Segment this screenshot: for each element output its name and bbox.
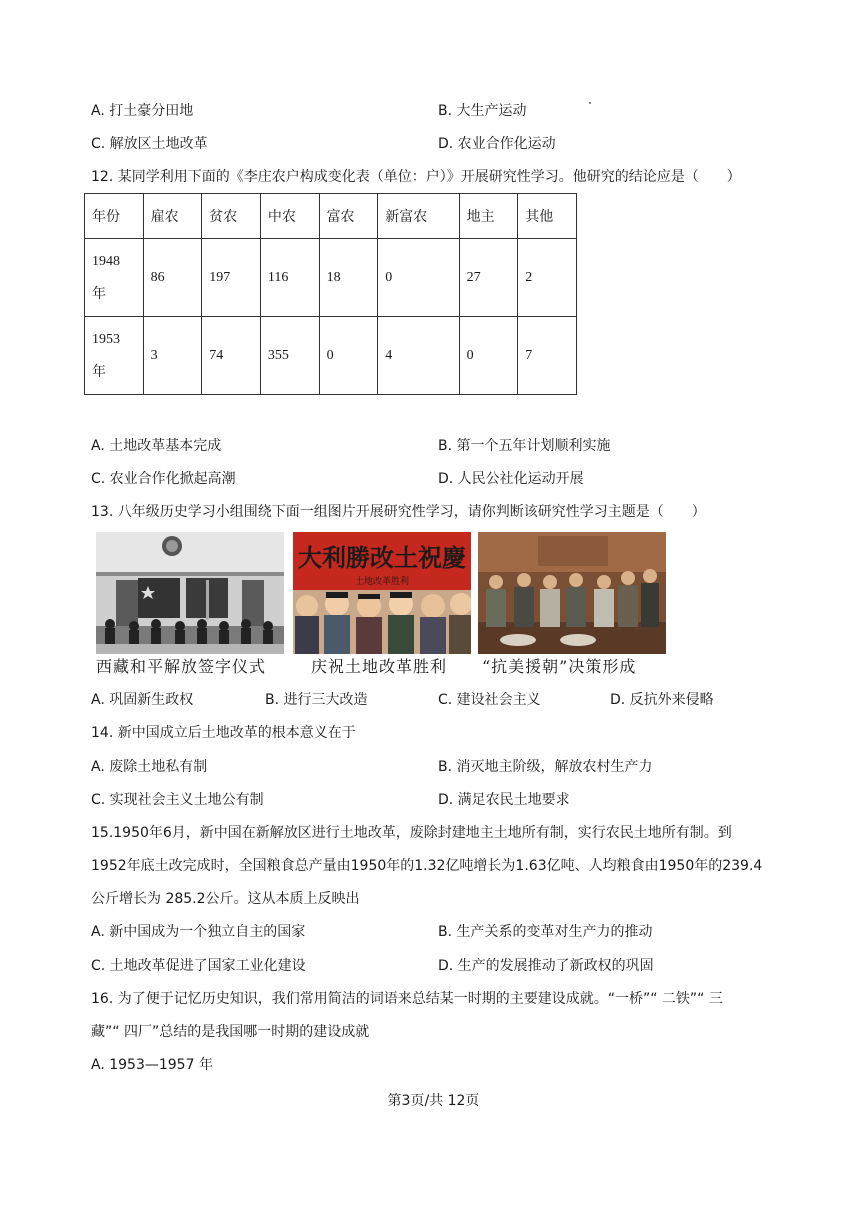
table-year-cell bbox=[85, 239, 144, 317]
year-number: 1948 bbox=[92, 253, 120, 269]
q13-stem: 13. 八年级历史学习小组围绕下面一组图片开展研究性学习，请你判断该研究性学习主题是（ ） bbox=[91, 504, 706, 520]
q13-option-d: D. 反抗外来侵略 bbox=[610, 692, 714, 708]
table-year-cell bbox=[85, 317, 144, 395]
table-cell: 0 bbox=[378, 239, 459, 317]
household-table bbox=[84, 193, 577, 395]
table-cell: 355 bbox=[260, 317, 319, 395]
table-cell: 0 bbox=[459, 317, 518, 395]
table-row bbox=[85, 239, 577, 317]
table-cell: 18 bbox=[319, 239, 378, 317]
table-header-cell: 贫农 bbox=[202, 194, 261, 239]
banner-text: 大利勝改土祝慶 bbox=[298, 543, 466, 572]
table-cell: 116 bbox=[260, 239, 319, 317]
q16-stem-line-2: 藏”“ 四厂”总结的是我国哪一时期的建设成就 bbox=[91, 1024, 370, 1040]
q15-option-d: D. 生产的发展推动了新政权的巩固 bbox=[438, 958, 654, 974]
table-header-cell: 中农 bbox=[260, 194, 319, 239]
q15-option-b: B. 生产关系的变革对生产力的推动 bbox=[438, 924, 653, 940]
year-unit: 年 bbox=[92, 363, 106, 380]
table-header-cell: 富农 bbox=[319, 194, 378, 239]
q11-option-d: D. 农业合作化运动 bbox=[438, 136, 556, 152]
q14-option-a: A. 废除土地私有制 bbox=[91, 759, 208, 775]
q13-option-a: A. 巩固新生政权 bbox=[91, 692, 194, 708]
caption-land-reform: 庆祝土地改革胜利 bbox=[311, 657, 448, 676]
year-number: 1953 bbox=[92, 331, 120, 347]
table-cell: 27 bbox=[459, 239, 518, 317]
caption-korea: “抗美援朝”决策形成 bbox=[482, 657, 637, 676]
q14-option-b: B. 消灭地主阶级，解放农村生产力 bbox=[438, 759, 653, 775]
stray-dot bbox=[589, 102, 591, 104]
caption-tibet: 西藏和平解放签字仪式 bbox=[96, 657, 267, 676]
table-cell: 2 bbox=[518, 239, 577, 317]
q16-option-a: A. 1953—1957 年 bbox=[91, 1057, 213, 1073]
q13-option-c: C. 建设社会主义 bbox=[438, 692, 541, 708]
q15-option-a: A. 新中国成为一个独立自主的国家 bbox=[91, 924, 306, 940]
q14-option-d: D. 满足农民土地要求 bbox=[438, 792, 570, 808]
table-cell: 3 bbox=[143, 317, 202, 395]
q12-option-d: D. 人民公社化运动开展 bbox=[438, 471, 584, 487]
page-footer: 第3页/共 12页 bbox=[387, 1093, 480, 1109]
table-header-cell: 雇农 bbox=[143, 194, 202, 239]
table-header-cell: 新富农 bbox=[378, 194, 459, 239]
tibet-signing-photo bbox=[96, 532, 284, 654]
resist-us-aid-korea-photo bbox=[478, 532, 666, 654]
q14-option-c: C. 实现社会主义土地公有制 bbox=[91, 792, 264, 808]
table-header-cell: 其他 bbox=[518, 194, 577, 239]
table-header-cell: 地主 bbox=[459, 194, 518, 239]
q14-stem: 14. 新中国成立后土地改革的根本意义在于 bbox=[91, 725, 356, 741]
q16-stem-line-1: 16. 为了便于记忆历史知识，我们常用简洁的词语来总结某一时期的主要建设成就。“一桥”“ 二铁”“ 三 bbox=[91, 991, 723, 1007]
land-reform-celebration-photo bbox=[293, 532, 471, 654]
table-cell: 7 bbox=[518, 317, 577, 395]
q13-option-b: B. 进行三大改造 bbox=[265, 692, 368, 708]
table-cell: 74 bbox=[202, 317, 261, 395]
q15-stem-line-1: 15.1950年6月，新中国在新解放区进行土地改革，废除封建地主土地所有制，实行农民土地所有制。到 bbox=[91, 825, 732, 841]
table-cell: 86 bbox=[143, 239, 202, 317]
q15-stem-line-2: 1952年底土改完成时，全国粮食总产量由1950年的1.32亿吨增长为1.63亿吨、人均粮食由1950年的239.4 bbox=[91, 858, 763, 874]
table-cell: 197 bbox=[202, 239, 261, 317]
q15-option-c: C. 土地改革促进了国家工业化建设 bbox=[91, 958, 306, 974]
q11-option-b: B. 大生产运动 bbox=[438, 103, 527, 119]
q15-stem-line-3: 公斤增长为 285.2公斤。这从本质上反映出 bbox=[91, 891, 360, 907]
banner-subtext: 土地改革胜利 bbox=[354, 577, 410, 587]
q12-option-c: C. 农业合作化掀起高潮 bbox=[91, 471, 236, 487]
q12-stem: 12. 某同学利用下面的《李庄农户构成变化表（单位：户）》开展研究性学习。他研究的结论应是（ ） bbox=[91, 169, 741, 185]
table-header-cell: 年份 bbox=[85, 194, 144, 239]
table-row bbox=[85, 317, 577, 395]
table-header-row bbox=[85, 194, 577, 239]
table-cell: 0 bbox=[319, 317, 378, 395]
year-unit: 年 bbox=[92, 285, 106, 302]
q12-option-b: B. 第一个五年计划顺利实施 bbox=[438, 438, 611, 454]
q11-option-a: A. 打土豪分田地 bbox=[91, 103, 194, 119]
table-cell: 4 bbox=[378, 317, 459, 395]
q11-option-c: C. 解放区土地改革 bbox=[91, 136, 208, 152]
q12-option-a: A. 土地改革基本完成 bbox=[91, 438, 222, 454]
